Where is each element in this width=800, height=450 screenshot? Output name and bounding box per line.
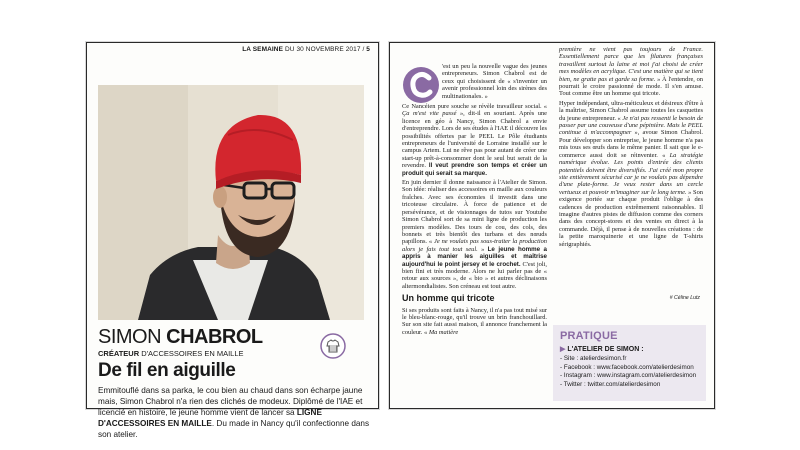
paragraph xyxy=(402,103,547,177)
paragraph xyxy=(402,307,547,337)
quote: Ma matière xyxy=(428,328,459,336)
text: » xyxy=(477,245,488,253)
article-intro: 'est un peu la nouvelle vague des jeunes entrepreneurs. Simon Chabrol est de ceux qui choisissent de « s'inventer un avenir professionnel loin des sirènes des multinationales. » xyxy=(442,63,547,100)
quote: Ça m'est vite passé xyxy=(402,110,457,118)
twitter-link[interactable]: - Twitter : twitter.com/atelierdesimon xyxy=(560,380,661,388)
pratique-box xyxy=(553,325,706,401)
text: », dit-il en souriant. Après une licence en géo à Nancy, Simon Chabrol a envie d'entreprendre. Lors de ses études à l'IAE il découvre les possibilités offertes par le PEEL Le Pôle étudiants entrepreneurs de l'université de Lorraine installé sur le campus Artem. Lui ne rêve pas pour autant de créer une start-up prêt-à-consommer dont le seul but serait de la revendre. xyxy=(402,110,547,170)
sweater-badge-icon xyxy=(320,333,346,359)
text: Hyper indépendant, ultra-méticuleux et désireux d'être à la maîtrise, Simon Chabrol assume toutes les casquettes du jeune entrepreneur. « xyxy=(559,99,703,122)
role-rest: D'ACCESSOIRES EN MAILLE xyxy=(139,349,244,358)
subject-role xyxy=(98,349,244,358)
text: », avoue Simon Chabrol. Pour développer son entreprise, le jeune homme n'a pas mis tous ses œufs dans le même panier. Il sait que le e-commerce aussi doit se réinventer. « xyxy=(559,129,703,159)
subheading: Un homme qui tricote xyxy=(402,293,495,304)
role-bold: CRÉATEUR xyxy=(98,349,140,358)
lede-part-b: . Du made in Nancy qu'il confectionne dans son atelier. xyxy=(98,419,370,439)
bold-text: Il veut prendre son temps et créer un produit qui serait sa marque. xyxy=(402,162,547,177)
author-credit: # Céline Lutz xyxy=(669,295,700,301)
page-header xyxy=(242,46,370,53)
text: Si ses produits sont faits à Nancy, il n'a pas tout misé sur le bleu-blanc-rouge, qu'il trouve un brin franchouillard. Sur son site fait aussi maison, il annonce franchement la couleur. « xyxy=(402,306,547,336)
article-title: De fil en aiguille xyxy=(98,360,236,381)
text: » À l'entendre, on pourrait le croire passionné de mode. Il s'en amuse. Tout comme être un homme qui tricote. xyxy=(559,75,703,98)
paragraph xyxy=(559,46,703,98)
quote: première ne vient pas toujours de France. Essentiellement parce que les filatures françaises travaillent surtout la laine et moi j'ai choisi de créer mes modèles en acrylique. C'est une matière qui se tient bien, ne gratte pas et garde sa forme. xyxy=(559,46,703,83)
header-date: DU 30 NOVEMBRE 2017 xyxy=(284,46,361,53)
quote: La stratégie numérique évolue. Les points d'entrée des clients potentiels doivent être diversifiés. J'ai créé mon propre site entièrement sécurisé car je ne voulais pas dépendre d'une plate-forme. Je veux rester dans un cercle vertueux et pouvoir m'imaginer sur le long terme. xyxy=(559,151,703,196)
link-list xyxy=(560,355,696,389)
page-number: 5 xyxy=(366,46,370,53)
box-title: PRATIQUE xyxy=(560,330,618,342)
text: C'est joli, bien fini et très moderne. Alors ne lui parler pas de « retour aux sources », de « bio » et autres déclinaisons altermondialistes. Son créneau est tout autre. xyxy=(402,260,548,290)
left-page xyxy=(86,42,379,439)
text: » Son exigence portée sur chaque produit l'oblige à des cadences de production extrêmement raisonnables. Il imagine d'autres pistes de diffusion comme des corners dans des concept-stores et des ventes en direct à la commande. Déjà, il pense à de nouvelles créations : de la petite maroquinerie et une ligne de T-shirts sérigraphiés. xyxy=(559,188,703,248)
paragraph xyxy=(559,100,703,248)
name-last: CHABROL xyxy=(166,326,263,348)
facebook-link[interactable]: - Facebook : www.facebook.com/atelierdesimon xyxy=(560,363,694,371)
quote: Je n'ai pas ressenti le besoin de passer par une couveuse d'une pépinière. Mais le PEEL continue à m'accompagner xyxy=(559,114,704,137)
right-page xyxy=(389,42,715,409)
bold-text: Le jeune homme a appris à manier les aiguilles et maîtrise aujourd'hui le point jersey et le crochet. xyxy=(402,245,548,268)
text: Ce Nancéien pure souche se révèle travailleur social. « xyxy=(402,103,547,110)
header-separator: / xyxy=(362,46,365,53)
article-column-2 xyxy=(559,46,703,250)
lede-part-a: Emmitouflé dans sa parka, le cou bien au chaud dans son écharpe jaune mais, Simon Chabrol n'a rien des clichés de modeux. Diplômé de l'IAE et licencié en histoire, le jeune homme vient de lancer sa xyxy=(98,386,363,417)
article-lede xyxy=(98,385,370,440)
arrow-icon: ▶ xyxy=(560,346,566,353)
quote: Je ne voulais pas sous-traiter la production alors je fais tout tout seul. xyxy=(402,238,548,253)
site-link[interactable]: - Site : atelierdesimon.fr xyxy=(560,355,627,362)
text: En juin dernier il donne naissance à l'Atelier de Simon. Son idée: réaliser des accessoires en maille aux couleurs fraîches. Avec ses économies il investit dans une tricoteuse circulaire. À force de patience et de persévérance, et de visionnages de tutos sur Youtube Simon Chabrol sort de sa mini ligne de production les premiers modèles. Des tours de cou, des cols, des bonnets et très bientôt des turbans et des nœuds papillons. « xyxy=(402,179,547,246)
portrait-photo xyxy=(98,85,364,320)
instagram-link[interactable]: - Instagram : www.instagram.com/atelierdesimon xyxy=(560,372,697,380)
paragraph xyxy=(402,179,547,290)
header-brand: LA SEMAINE xyxy=(242,46,284,53)
box-heading-text: L'ATELIER DE SIMON : xyxy=(565,346,644,353)
box-heading xyxy=(560,345,644,353)
lede-bold: LIGNE D'ACCESSOIRES EN MAILLE xyxy=(98,408,322,428)
name-first: SIMON xyxy=(98,326,162,348)
article-column-1 xyxy=(402,103,547,338)
dropcap-c xyxy=(402,65,440,105)
subject-name xyxy=(98,327,263,347)
